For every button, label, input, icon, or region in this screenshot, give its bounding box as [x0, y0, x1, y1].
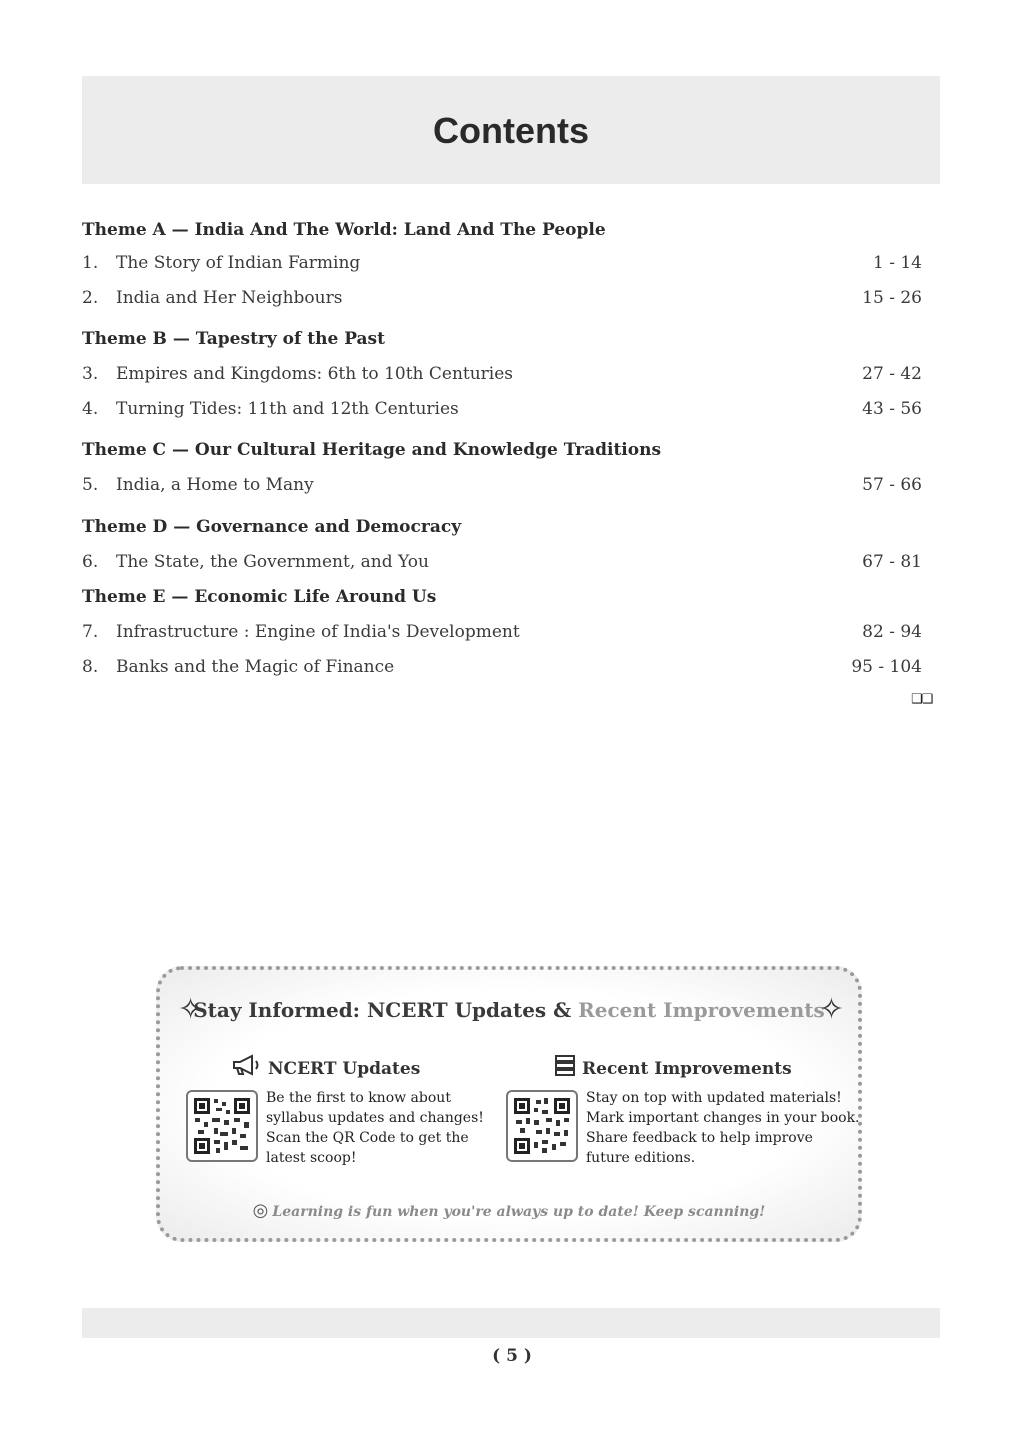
- books-icon: [554, 1054, 576, 1081]
- chapter-pages: 1 - 14: [873, 253, 922, 273]
- theme-heading-e: Theme E — Economic Life Around Us: [82, 587, 437, 607]
- chapter-title: The Story of Indian Farming: [116, 253, 361, 273]
- chapter-number: 4.: [82, 399, 99, 419]
- chapter-pages: 27 - 42: [862, 364, 922, 384]
- section-end-mark: ❑❑: [911, 692, 933, 707]
- contents-header-band: [82, 76, 940, 184]
- sparkle-icon: ✧: [178, 992, 204, 1027]
- chapter-pages: 95 - 104: [851, 657, 922, 677]
- chapter-number: 6.: [82, 552, 99, 572]
- chapter-number: 8.: [82, 657, 99, 677]
- ncert-updates-heading: NCERT Updates: [232, 1054, 420, 1081]
- info-box-title-muted: Recent Improvements: [578, 998, 825, 1022]
- chapter-pages: 57 - 66: [862, 475, 922, 495]
- target-icon: ◎: [252, 1200, 269, 1221]
- ncert-updates-text: Be the first to know about syllabus updates and changes! Scan the QR Code to get the latest scoop!: [266, 1090, 484, 1166]
- megaphone-icon: [232, 1054, 262, 1081]
- chapter-title: The State, the Government, and You: [116, 552, 429, 572]
- info-box-title: [160, 998, 858, 1022]
- page-number: ( 5 ): [492, 1346, 532, 1366]
- page-title: Contents: [433, 110, 589, 151]
- qr-code-recent-improvements[interactable]: [506, 1090, 578, 1162]
- chapter-pages: 43 - 56: [862, 399, 922, 419]
- chapter-number: 2.: [82, 288, 99, 308]
- chapter-title: India, a Home to Many: [116, 475, 314, 495]
- chapter-pages: 15 - 26: [862, 288, 922, 308]
- chapter-title: Turning Tides: 11th and 12th Centuries: [116, 399, 459, 419]
- theme-heading-b: Theme B — Tapestry of the Past: [82, 329, 385, 349]
- chapter-number: 7.: [82, 622, 99, 642]
- theme-heading-d: Theme D — Governance and Democracy: [82, 517, 462, 537]
- qr-code-ncert-updates[interactable]: [186, 1090, 258, 1162]
- theme-heading-a: Theme A — India And The World: Land And The People: [82, 220, 606, 240]
- footer-band: [82, 1308, 940, 1338]
- info-box-tagline: ◎ Learning is fun when you're always up to date! Keep scanning!: [252, 1200, 766, 1221]
- sparkle-icon: ✧: [818, 992, 844, 1027]
- chapter-number: 3.: [82, 364, 99, 384]
- chapter-number: 5.: [82, 475, 99, 495]
- chapter-pages: 82 - 94: [862, 622, 922, 642]
- recent-improvements-heading: Recent Improvements: [554, 1054, 792, 1081]
- chapter-title: India and Her Neighbours: [116, 288, 343, 308]
- chapter-title: Banks and the Magic of Finance: [116, 657, 395, 677]
- recent-improvements-text: Stay on top with updated materials! Mark important changes in your book. Share feedback to help improve future editions.: [586, 1090, 860, 1166]
- chapter-title: Empires and Kingdoms: 6th to 10th Centuries: [116, 364, 514, 384]
- chapter-pages: 67 - 81: [862, 552, 922, 572]
- chapter-number: 1.: [82, 253, 99, 273]
- updates-info-box: [156, 966, 862, 1242]
- info-box-title-main: Stay Informed: NCERT Updates &: [193, 998, 579, 1022]
- theme-heading-c: Theme C — Our Cultural Heritage and Knowledge Traditions: [82, 440, 662, 460]
- chapter-title: Infrastructure : Engine of India's Development: [116, 622, 520, 642]
